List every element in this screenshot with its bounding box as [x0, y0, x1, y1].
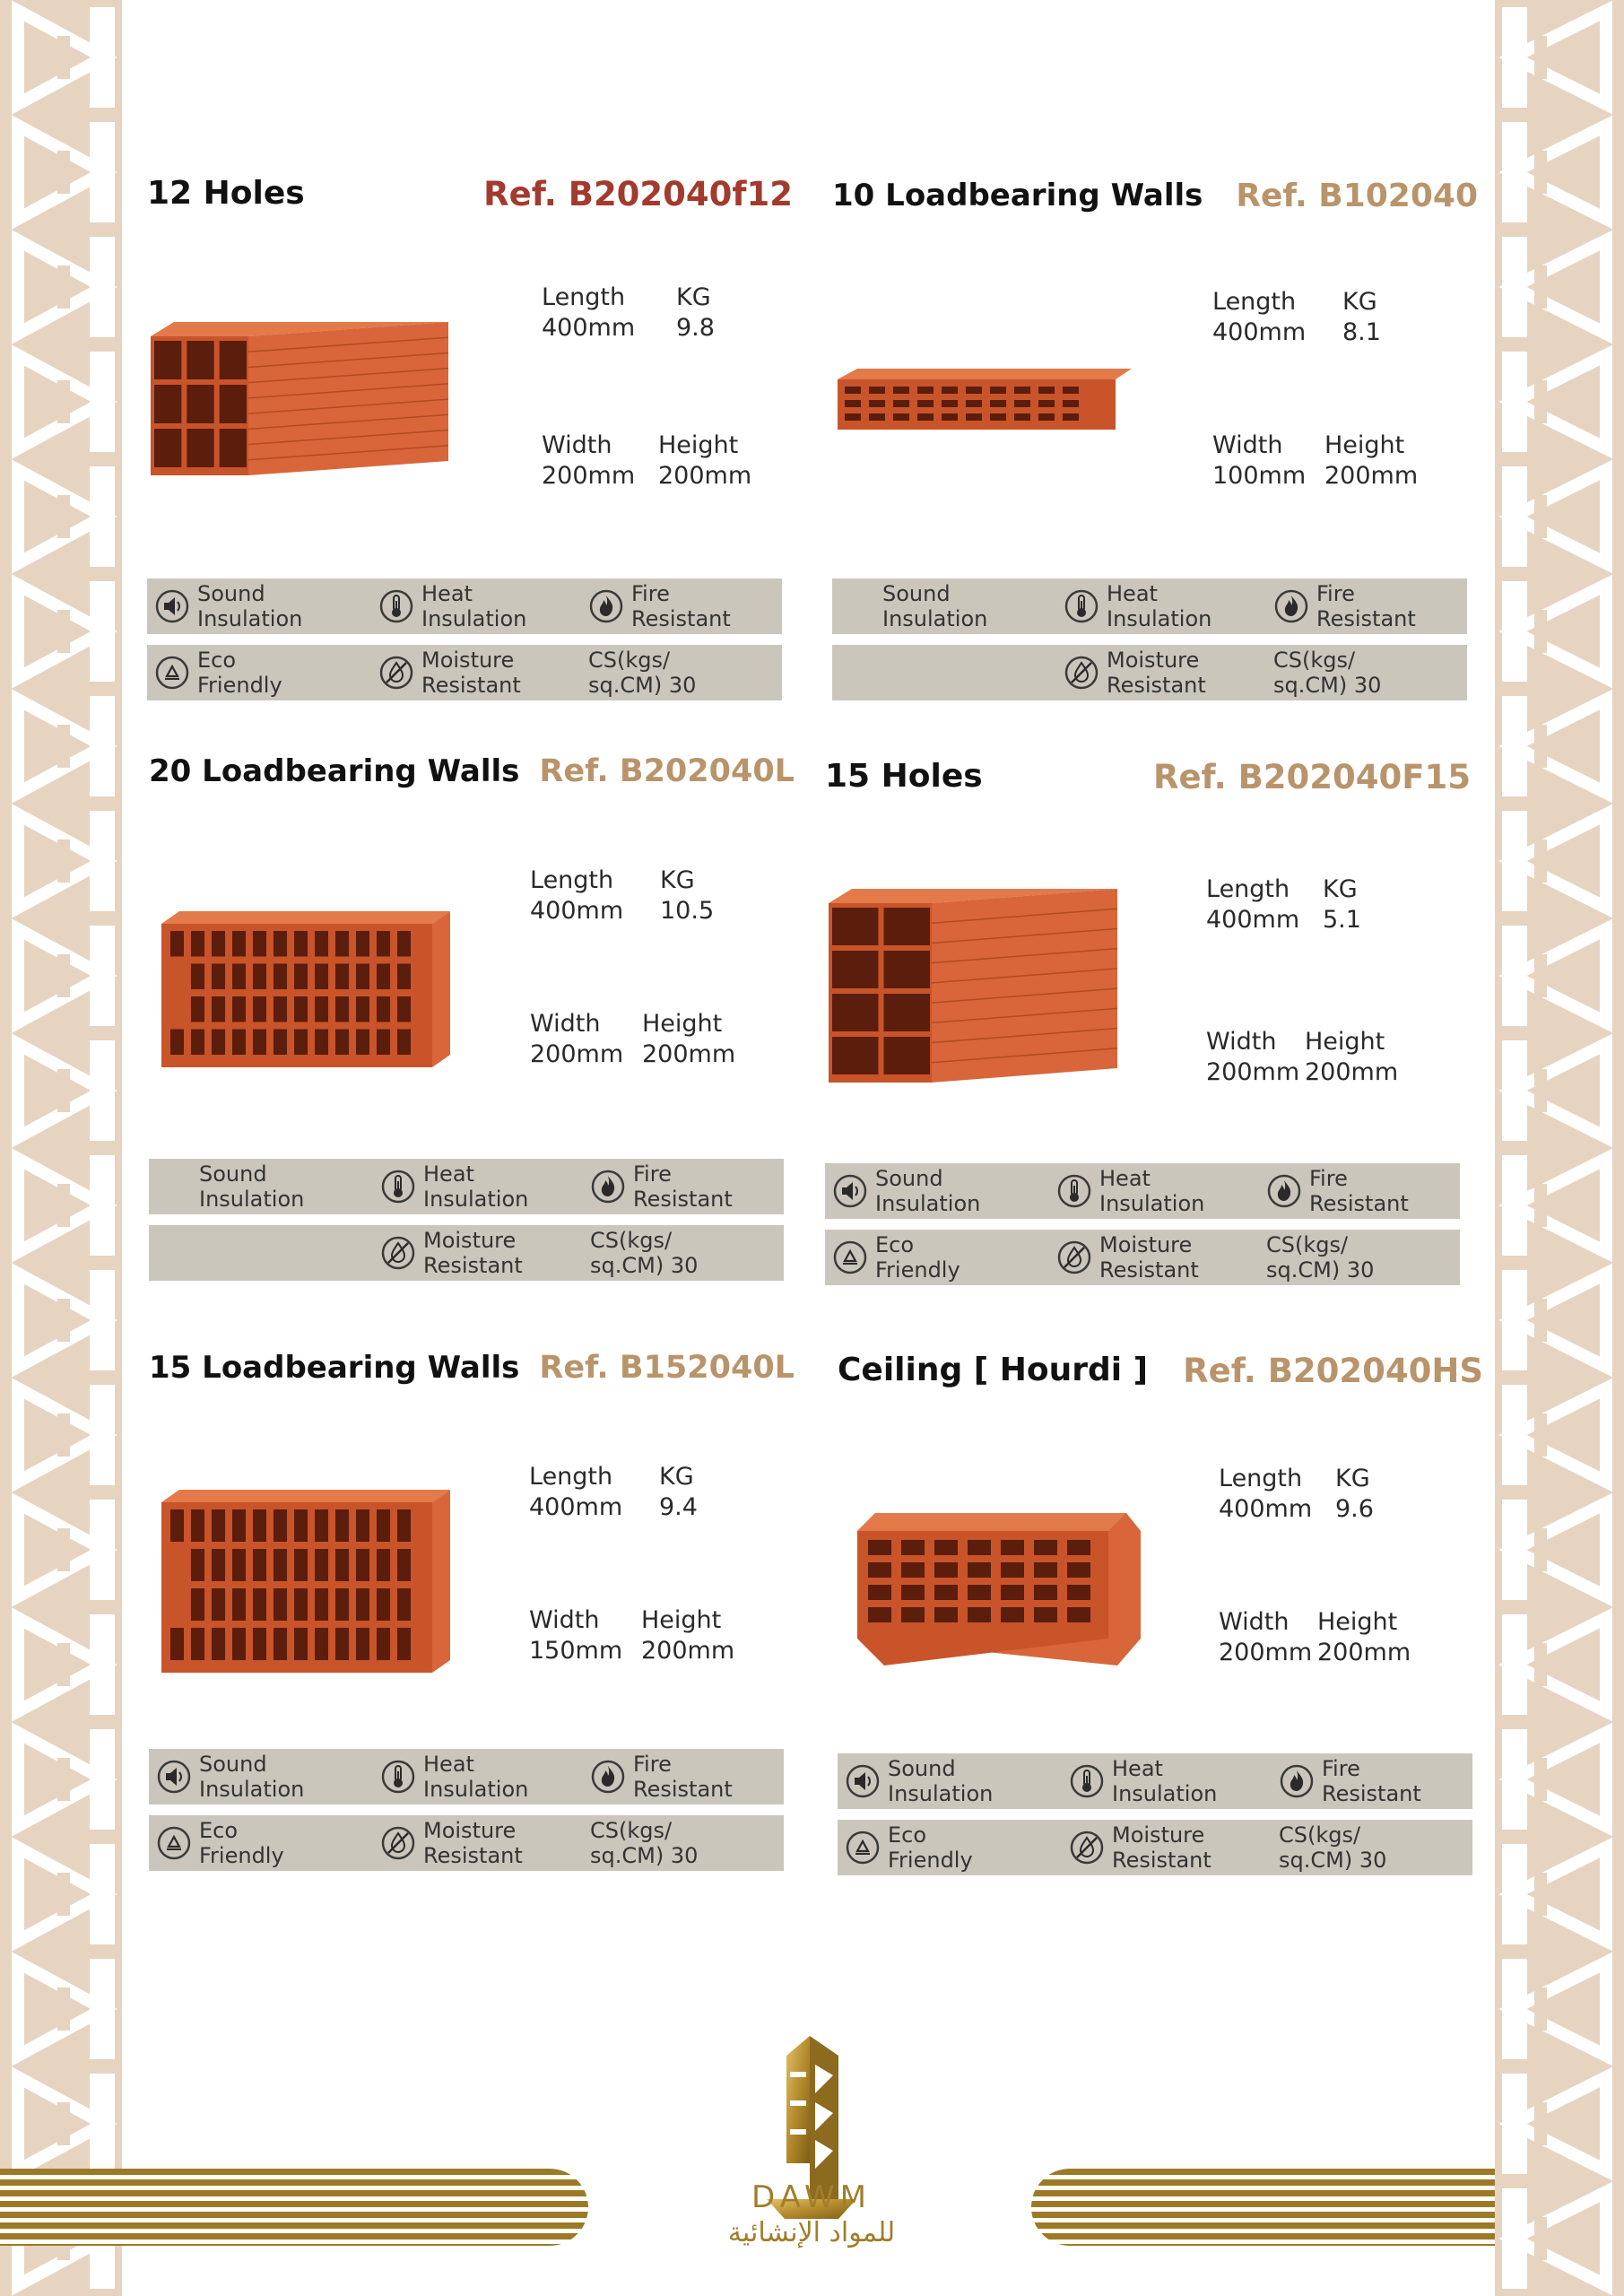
feature-item: Eco Friendly [845, 1820, 973, 1875]
product-card [825, 758, 1471, 1314]
product-card [149, 1350, 795, 1906]
speaker-icon [156, 1759, 192, 1795]
spec-kg: KG 9.6 [1335, 1465, 1374, 1523]
recycle-icon [156, 1825, 192, 1861]
thermometer-icon [1056, 1173, 1092, 1209]
flame-icon [588, 588, 624, 624]
thermometer-icon [380, 1759, 416, 1795]
feature-item: CS(kgs/ sq.CM) 30 [590, 1228, 699, 1278]
feature-item: Heat Insulation [1056, 1163, 1204, 1219]
feature-item: Heat Insulation [378, 578, 526, 634]
speaker-icon [154, 588, 190, 624]
feature-row [825, 1230, 1460, 1285]
spec-width: Width 200mm [542, 431, 636, 490]
product-title: 10 Loadbearing Walls [832, 178, 1203, 213]
feature-item: Sound Insulation [156, 1749, 304, 1805]
product-ref: Ref. B202040f12 [483, 175, 793, 213]
product-card [838, 1352, 1483, 1908]
spec-length: Length 400mm [1219, 1465, 1313, 1523]
spec-height: Height 200mm [658, 431, 752, 490]
spec-kg: KG 9.4 [659, 1463, 698, 1521]
no-droplet-icon [378, 655, 414, 691]
feature-item: Eco Friendly [154, 645, 282, 700]
feature-item: Moisture Resistant [1069, 1820, 1211, 1875]
feature-row [149, 1815, 784, 1871]
feature-item: Eco Friendly [832, 1230, 960, 1285]
feature-item: Fire Resistant [590, 1749, 733, 1805]
feature-item: Heat Insulation [380, 1749, 528, 1805]
recycle-icon [832, 1239, 868, 1275]
brick-image [832, 361, 1137, 446]
spec-width: Width 100mm [1212, 431, 1307, 490]
feature-item: Fire Resistant [590, 1159, 733, 1214]
spec-height: Height 200mm [1305, 1028, 1399, 1086]
feature-row [838, 1820, 1472, 1875]
flame-icon [590, 1169, 626, 1205]
product-ref: Ref. B202040L [539, 753, 795, 789]
spec-width: Width 200mm [530, 1010, 624, 1068]
feature-row [838, 1753, 1472, 1809]
thermometer-icon [1069, 1763, 1105, 1799]
spec-height: Height 200mm [1324, 431, 1419, 490]
feature-row [149, 1749, 784, 1805]
logo-arabic-text: للمواد الإنشائية [727, 2217, 896, 2248]
spec-width: Width 200mm [1206, 1028, 1300, 1086]
spec-length: Length 400mm [1212, 288, 1307, 346]
product-title: 15 Loadbearing Walls [149, 1350, 520, 1386]
thermometer-icon [380, 1169, 416, 1205]
flame-icon [1279, 1763, 1315, 1799]
product-card [147, 175, 793, 731]
feature-item: CS(kgs/ sq.CM) 30 [590, 1818, 699, 1868]
brick-image [147, 317, 452, 486]
spec-kg: KG 5.1 [1323, 875, 1361, 934]
product-card [832, 178, 1478, 734]
footer-bar-left [0, 2169, 588, 2246]
right-border-pattern [1495, 0, 1624, 2296]
feature-item: Moisture Resistant [1064, 645, 1206, 700]
feature-row [825, 1163, 1460, 1219]
speaker-icon [845, 1763, 881, 1799]
product-ref: Ref. B102040 [1236, 178, 1478, 214]
flame-icon [1273, 588, 1309, 624]
thermometer-icon [378, 588, 414, 624]
feature-item: CS(kgs/ sq.CM) 30 [1279, 1822, 1387, 1873]
spec-width: Width 150mm [529, 1606, 623, 1665]
feature-item: Sound Insulation [154, 578, 302, 634]
feature-item: Fire Resistant [1279, 1753, 1421, 1809]
spec-length: Length 400mm [542, 283, 636, 342]
feature-item: Moisture Resistant [378, 645, 521, 700]
feature-item: Fire Resistant [588, 578, 731, 634]
feature-item: Moisture Resistant [380, 1225, 523, 1281]
product-title: Ceiling [ Hourdi ] [838, 1352, 1149, 1388]
left-border-pattern [0, 0, 122, 2296]
feature-item: Eco Friendly [156, 1815, 284, 1871]
feature-row [832, 578, 1467, 634]
footer-bar-right [1031, 2169, 1495, 2246]
feature-row [147, 645, 782, 700]
flame-icon [1266, 1173, 1302, 1209]
company-logo [704, 2029, 919, 2253]
feature-row [149, 1159, 784, 1214]
speaker-icon [832, 1173, 868, 1209]
no-droplet-icon [380, 1235, 416, 1271]
feature-item: Sound Insulation [199, 1161, 305, 1212]
no-droplet-icon [380, 1825, 416, 1861]
product-ref: Ref. B202040HS [1183, 1352, 1483, 1390]
spec-length: Length 400mm [530, 866, 624, 925]
product-ref: Ref. B152040L [539, 1350, 795, 1386]
thermometer-icon [1064, 588, 1099, 624]
feature-item: CS(kgs/ sq.CM) 30 [1273, 648, 1382, 698]
feature-row [149, 1225, 784, 1281]
spec-height: Height 200mm [641, 1606, 735, 1665]
feature-item: Moisture Resistant [380, 1815, 523, 1871]
flame-icon [590, 1759, 626, 1795]
spec-kg: KG 8.1 [1342, 288, 1381, 346]
feature-item: Sound Insulation [882, 581, 988, 631]
feature-item: Fire Resistant [1266, 1163, 1409, 1219]
spec-length: Length 400mm [529, 1463, 623, 1521]
recycle-icon [845, 1830, 881, 1866]
product-title: 15 Holes [825, 758, 983, 795]
product-title: 12 Holes [147, 175, 305, 212]
feature-item: CS(kgs/ sq.CM) 30 [1266, 1232, 1375, 1283]
brick-image [158, 906, 454, 1080]
spec-kg: KG 9.8 [676, 283, 715, 342]
feature-item: Heat Insulation [380, 1159, 528, 1214]
no-droplet-icon [1064, 655, 1099, 691]
spec-height: Height 200mm [642, 1010, 736, 1068]
no-droplet-icon [1056, 1239, 1092, 1275]
logo-latin-text: DAWM [751, 2179, 872, 2215]
feature-row [832, 645, 1467, 700]
brick-image [158, 1484, 454, 1685]
brick-image [825, 883, 1121, 1093]
feature-item: Fire Resistant [1273, 578, 1416, 634]
no-droplet-icon [1069, 1830, 1105, 1866]
feature-item: Heat Insulation [1064, 578, 1211, 634]
spec-height: Height 200mm [1317, 1608, 1411, 1666]
feature-item: Sound Insulation [832, 1163, 980, 1219]
spec-length: Length 400mm [1206, 875, 1300, 934]
feature-item: Heat Insulation [1069, 1753, 1217, 1809]
spec-kg: KG 10.5 [660, 866, 715, 925]
feature-item: Moisture Resistant [1056, 1230, 1199, 1285]
feature-item: CS(kgs/ sq.CM) 30 [588, 648, 697, 698]
recycle-icon [154, 655, 190, 691]
product-title: 20 Loadbearing Walls [149, 753, 520, 789]
feature-item: Sound Insulation [845, 1753, 993, 1809]
product-card [149, 753, 795, 1309]
brick-image [848, 1495, 1144, 1678]
feature-row [147, 578, 782, 634]
product-ref: Ref. B202040F15 [1152, 758, 1471, 796]
spec-width: Width 200mm [1219, 1608, 1313, 1666]
